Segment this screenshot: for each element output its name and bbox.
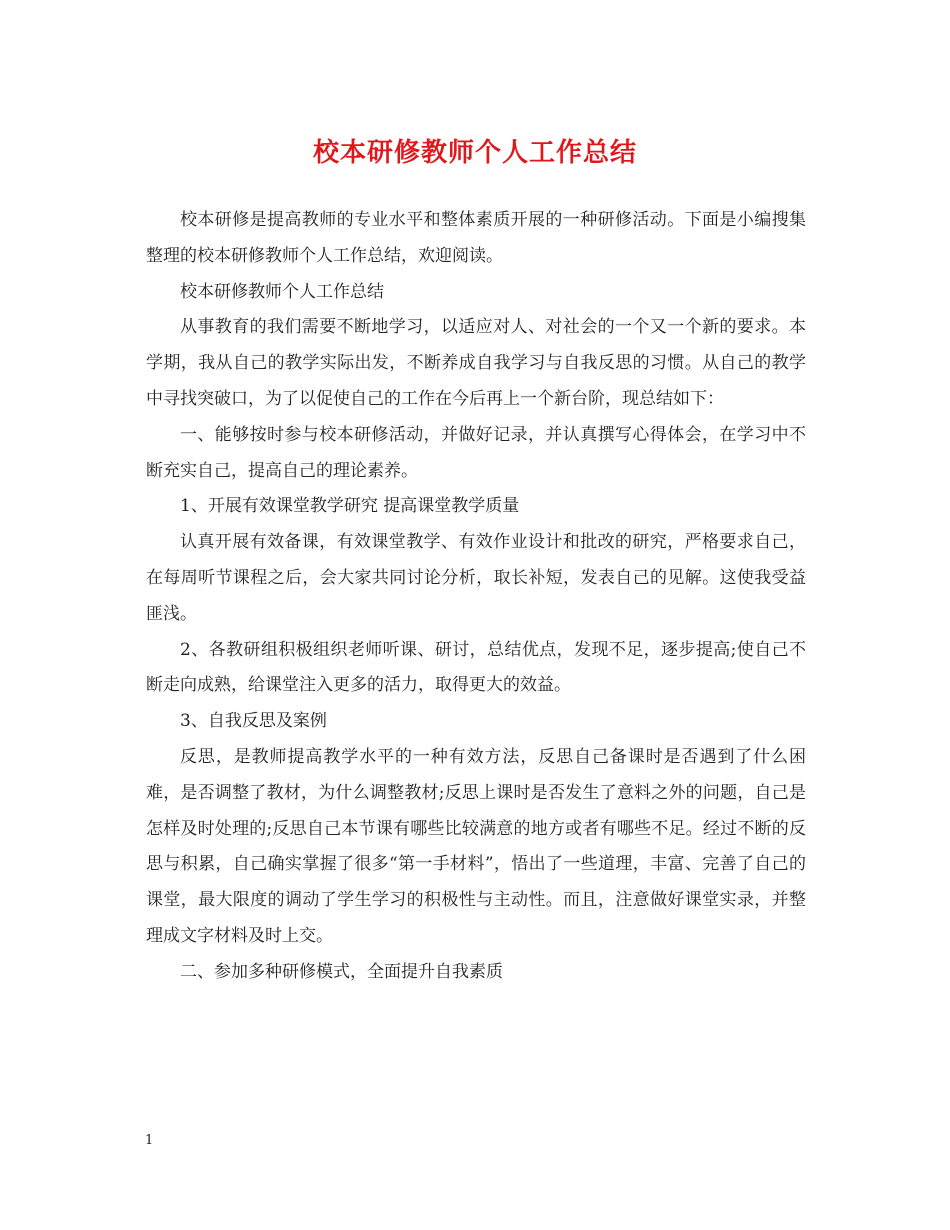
paragraph-intro: 校本研修是提高教师的专业水平和整体素质开展的一种研修活动。下面是小编搜集整理的校本研修教师个人工作总结，欢迎阅读。	[146, 210, 806, 266]
paragraph-section-1: 一、能够按时参与校本研修活动，并做好记录，并认真撰写心得体会，在学习中不断充实自己，提高自己的理论素养。	[146, 424, 806, 481]
paragraph-item-3: 3、自我反思及案例	[180, 711, 327, 732]
document-body	[146, 203, 806, 991]
paragraph-opening: 从事教育的我们需要不断地学习，以适应对人、对社会的一个又一个新的要求。本学期，我从自己的教学实际出发，不断养成自我学习与自我反思的习惯。从自己的教学中寻找突破口，为了以促使自己的工作在今后再上一个新台阶，现总结如下：	[146, 317, 806, 409]
paragraph-item-2: 2、各教研组积极组织老师听课、研讨，总结优点，发现不足，逐步提高;使自己不断走向成熟，给课堂注入更多的活力，取得更大的效益。	[146, 639, 806, 696]
paragraph-item-1: 1、开展有效课堂教学研究 提高课堂教学质量	[180, 496, 520, 517]
page-number: 1	[145, 1133, 154, 1148]
paragraph-subtitle: 校本研修教师个人工作总结	[180, 281, 384, 302]
document-title: 校本研修教师个人工作总结	[312, 138, 637, 168]
paragraph-item-3-body: 反思，是教师提高教学水平的一种有效方法，反思自己备课时是否遇到了什么困难，是否调整了教材，为什么调整教材;反思上课时是否发生了意料之外的问题，自己是怎样及时处理的;反思自己本节课有哪些比较满意的地方或者有哪些不足。经过不断的反思与积累，自己确实掌握了很多“第一手材料”，悟出了一些道理，丰富、完善了自己的课堂，最大限度的调动了学生学习的积极性与主动性。而且，注意做好课堂实录，并整理成文字材料及时上交。	[146, 746, 806, 946]
paragraph-section-2: 二、参加多种研修模式，全面提升自我素质	[180, 961, 503, 982]
paragraph-item-1-body: 认真开展有效备课，有效课堂教学、有效作业设计和批改的研究，严格要求自己，在每周听节课程之后，会大家共同讨论分析，取长补短，发表自己的见解。这使我受益匪浅。	[146, 532, 806, 624]
